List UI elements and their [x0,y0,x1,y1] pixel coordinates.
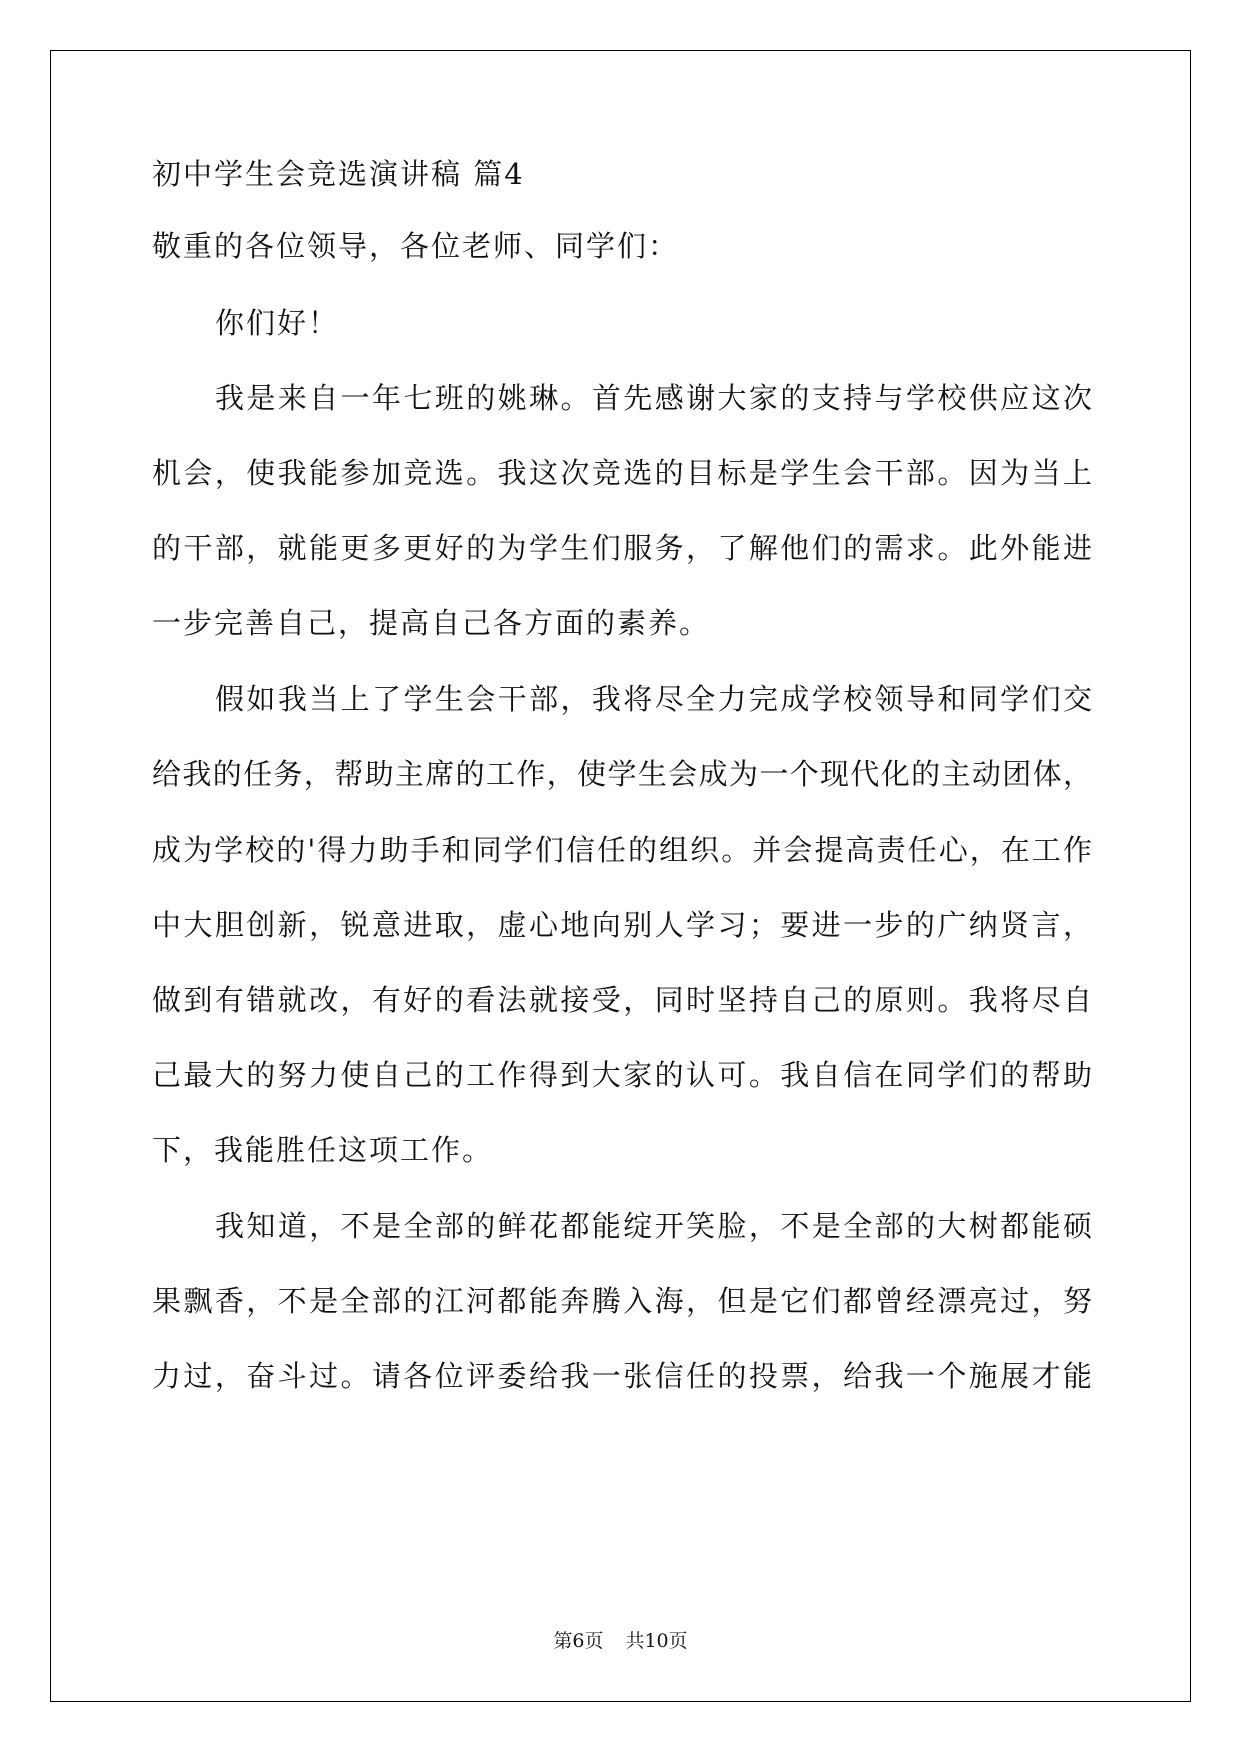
greeting: 你们好！ [215,306,340,340]
paragraph-line: 机会，使我能参加竞选。我这次竞选的目标是学生会干部。因为当上 [152,456,1092,490]
paragraph-line: 一步完善自己，提高自己各方面的素养。 [152,606,711,640]
page-total: 共10页 [625,1630,688,1652]
page-footer [0,1632,1241,1651]
paragraph-line: 下，我能胜任这项工作。 [152,1133,494,1167]
paragraph-line: 做到有错就改，有好的看法就接受，同时坚持自己的原则。我将尽自 [152,983,1092,1017]
paragraph-line: 己最大的努力使自己的工作得到大家的认可。我自信在同学们的帮助 [152,1058,1092,1092]
paragraph-line: 的干部，就能更多更好的为学生们服务，了解他们的需求。此外能进 [152,531,1092,565]
paragraph-line: 力过，奋斗过。请各位评委给我一张信任的投票，给我一个施展才能 [152,1359,1092,1393]
document-heading: 初中学生会竞选演讲稿 篇4 [152,157,525,191]
salutation: 敬重的各位领导，各位老师、同学们： [152,229,680,263]
paragraph-line: 中大胆创新，锐意进取，虚心地向别人学习；要进一步的广纳贤言， [152,908,1092,942]
paragraph-line: 给我的任务，帮助主席的工作，使学生会成为一个现代化的主动团体， [152,757,1092,791]
paragraph-line: 果飘香，不是全部的江河都能奔腾入海，但是它们都曾经漂亮过，努 [152,1284,1092,1318]
paragraph-line: 成为学校的'得力助手和同学们信任的组织。并会提高责任心，在工作 [152,833,1092,867]
paragraph-line: 我是来自一年七班的姚琳。首先感谢大家的支持与学校供应这次 [215,381,1092,415]
paragraph-line: 假如我当上了学生会干部，我将尽全力完成学校领导和同学们交 [215,682,1092,716]
paragraph-line: 我知道，不是全部的鲜花都能绽开笑脸，不是全部的大树都能硕 [215,1209,1092,1243]
page-number: 第6页 [553,1630,604,1652]
